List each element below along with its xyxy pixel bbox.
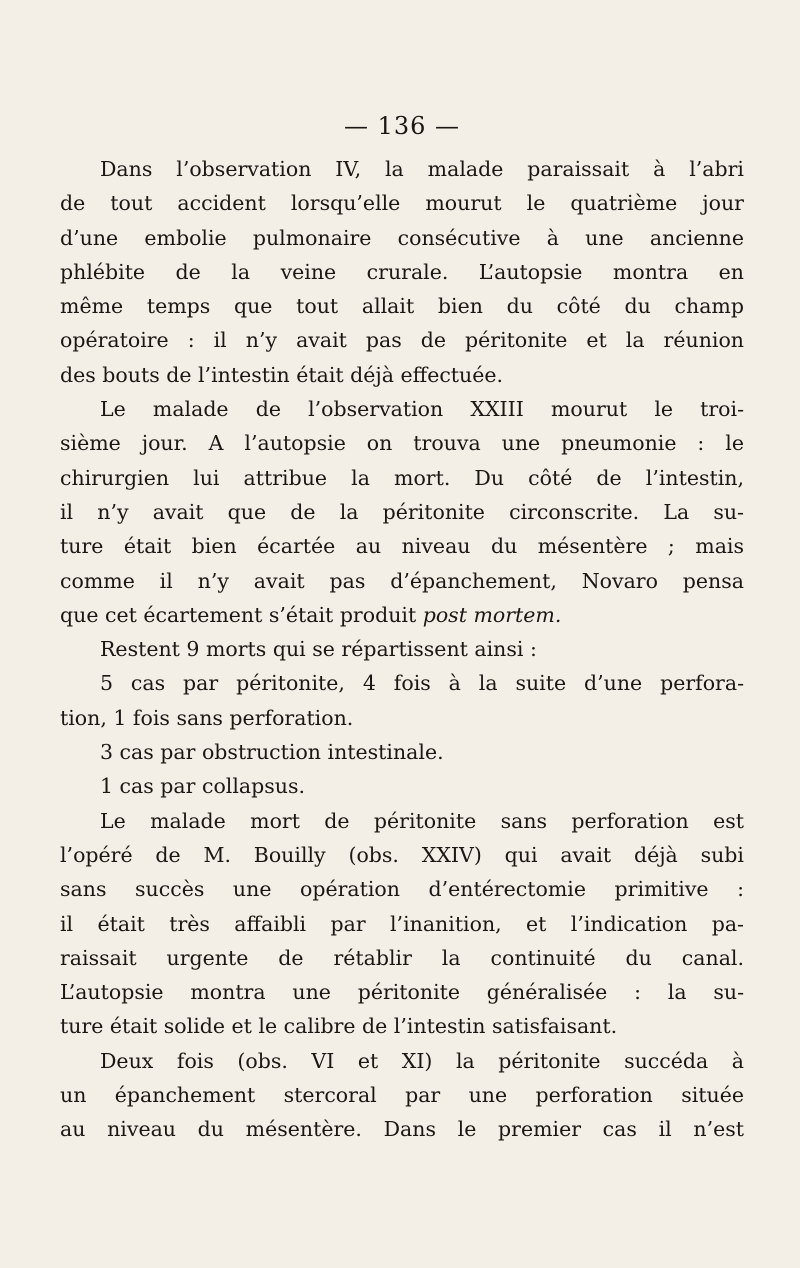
text-line: sième jour. A l’autopsie on trouva une pneumonie : le: [60, 431, 744, 456]
text-line: phlébite de la veine crurale. L’autopsie montra en: [60, 259, 744, 284]
text-line: Deux fois (obs. VI et XI) la péritonite succéda à: [100, 1048, 744, 1073]
text-line: au niveau du mésentère. Dans le premier cas il n’est: [60, 1117, 744, 1142]
text-line: l’opéré de M. Bouilly (obs. XXIV) qui avait déjà subi: [60, 842, 744, 867]
text-line: ture était bien écartée au niveau du mésentère ; mais: [60, 534, 744, 559]
text-line: sans succès une opération d’entérectomie primitive :: [60, 877, 744, 902]
text-line: un épanchement stercoral par une perforation située: [60, 1083, 744, 1108]
italic-phrase: post mortem.: [422, 602, 562, 627]
paragraph-observation-xxiii: [60, 392, 744, 632]
page-number: — 136 —: [343, 112, 461, 140]
paragraph-peritonite-cases: [60, 666, 744, 735]
text-line: il n’y avait que de la péritonite circonscrite. La su-: [60, 499, 744, 524]
text-line-with-italic: [60, 598, 744, 632]
text-line: de tout accident lorsqu’elle mourut le quatrième jour: [60, 191, 744, 216]
text-line: Dans l’observation IV, la malade paraissait à l’abri: [100, 157, 744, 181]
paragraph-bouilly: [60, 804, 744, 1044]
text-line: L’autopsie montra une péritonite généralisée : la su-: [60, 980, 744, 1005]
text-line: Le malade mort de péritonite sans perforation est: [100, 808, 744, 833]
paragraph-collapsus-cases: [60, 769, 744, 803]
text-line: opératoire : il n’y avait pas de péritonite et la réunion: [60, 328, 744, 353]
text-line: il était très affaibli par l’inanition, et l’indication pa-: [60, 911, 744, 936]
text-line: 1 cas par collapsus.: [100, 774, 305, 799]
paragraph-deux-fois: [60, 1044, 744, 1147]
text-line: 5 cas par péritonite, 4 fois à la suite d’une perfora-: [100, 671, 744, 696]
text-fragment: que cet écartement s’était produit: [60, 602, 423, 627]
paragraph-observation-iv: [60, 152, 744, 392]
paragraph-restent: [60, 632, 744, 666]
text-line: Restent 9 morts qui se répartissent ainsi :: [100, 637, 537, 662]
text-line: d’une embolie pulmonaire consécutive à une ancienne: [60, 225, 744, 250]
text-line: ture était solide et le calibre de l’intestin satisfaisant.: [60, 1014, 618, 1039]
text-line: tion, 1 fois sans perforation.: [60, 705, 354, 730]
text-line: des bouts de l’intestin était déjà effectuée.: [60, 362, 504, 387]
text-line: raissait urgente de rétablir la continuité du canal.: [60, 945, 744, 970]
text-line: comme il n’y avait pas d’épanchement, Novaro pensa: [60, 568, 744, 593]
text-line: même temps que tout allait bien du côté du champ: [60, 294, 744, 319]
text-line: chirurgien lui attribue la mort. Du côté de l’intestin,: [60, 465, 744, 490]
text-line: Le malade de l’observation XXIII mourut le troi-: [100, 397, 744, 422]
paragraph-obstruction-cases: [60, 735, 744, 769]
text-line: 3 cas par obstruction intestinale.: [100, 740, 444, 765]
